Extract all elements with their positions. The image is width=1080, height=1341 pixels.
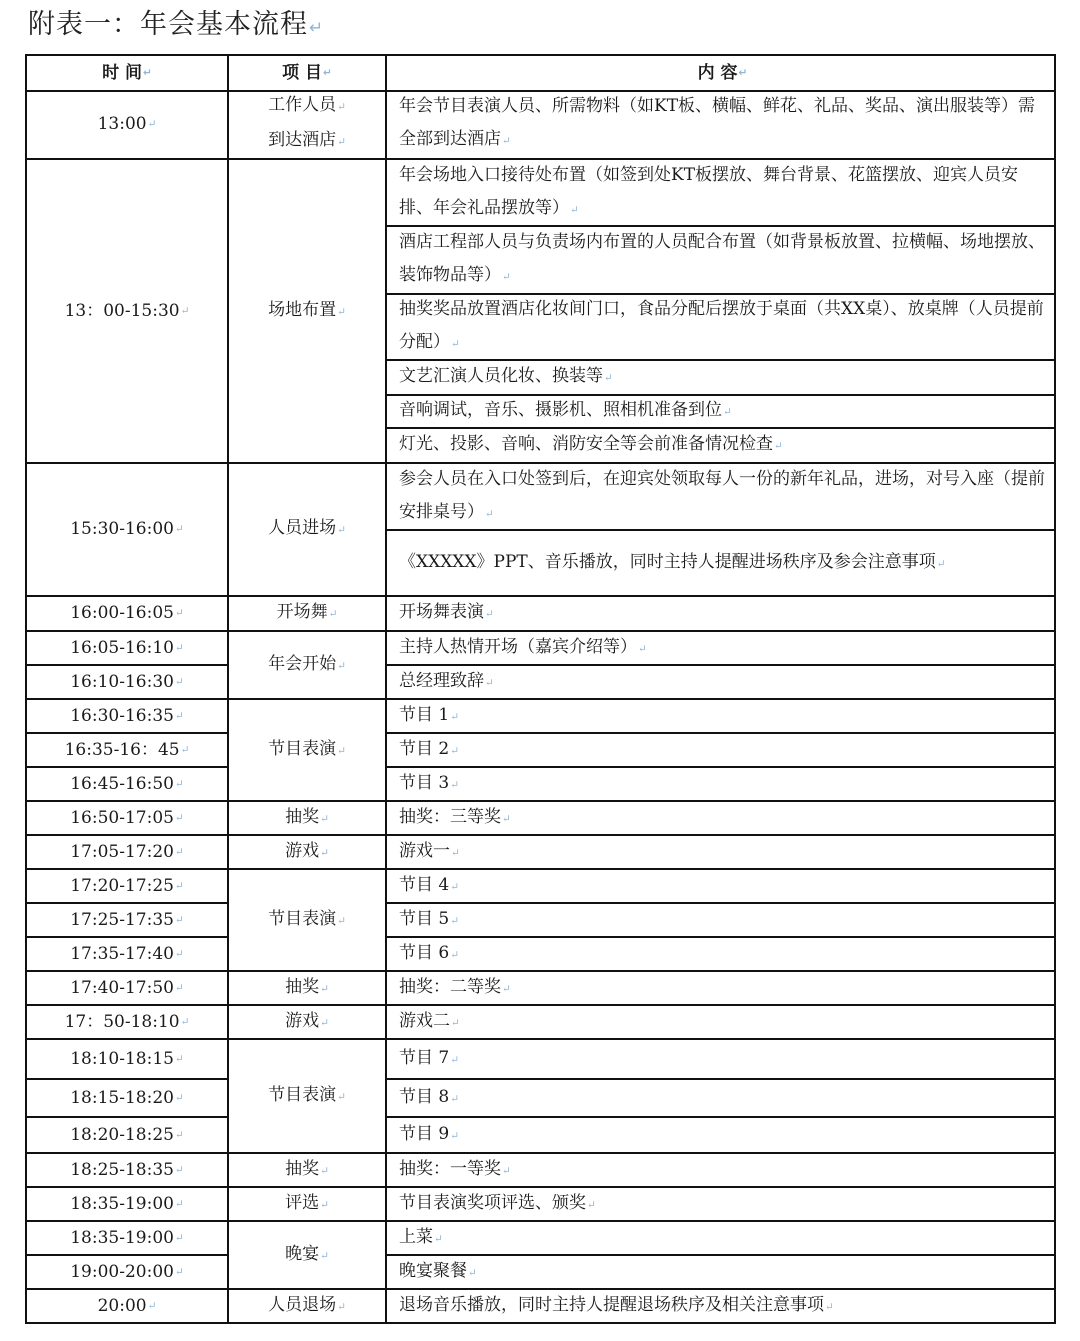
paragraph-mark-icon: ↵ (337, 305, 346, 318)
time-label: 17:35-17:40 (70, 943, 174, 964)
paragraph-mark-icon: ↵ (320, 1016, 329, 1029)
paragraph-mark-icon: ↵ (174, 1197, 184, 1210)
paragraph-mark-icon: ↵ (450, 1092, 460, 1105)
paragraph-mark-icon: ↵ (587, 1198, 596, 1211)
paragraph-mark-icon: ↵ (451, 1016, 460, 1029)
item-label: 抽奖 (285, 806, 320, 827)
content-cell (387, 1256, 1056, 1290)
time-label: 17:40-17:50 (70, 977, 174, 998)
content-cell (387, 870, 1056, 904)
paragraph-mark-icon: ↵ (450, 914, 460, 927)
time-label: 18:20-18:25 (70, 1124, 174, 1145)
header-time: 时 间 ↵ (27, 56, 229, 92)
paragraph-mark-icon: ↵ (320, 1249, 329, 1262)
item-cell (229, 160, 387, 464)
content-cell (387, 396, 1056, 429)
paragraph-mark-icon: ↵ (174, 947, 184, 960)
item-label: 节目表演 (268, 738, 337, 759)
item-cell (229, 632, 387, 700)
time-label: 18:10-18:15 (70, 1048, 174, 1069)
content-text: 节目 7 (399, 1047, 450, 1068)
content-cell (387, 1040, 1056, 1080)
item-cell (229, 1290, 387, 1322)
paragraph-mark-icon: ↵ (502, 271, 511, 283)
time-cell (27, 870, 229, 904)
time-label: 16:00-16:05 (70, 603, 174, 623)
paragraph-mark-icon: ↵ (468, 1266, 477, 1279)
paragraph-mark-icon: ↵ (723, 406, 732, 418)
item-cell (229, 90, 387, 160)
time-cell (27, 1040, 229, 1080)
content-text: 节目 1 (399, 704, 450, 725)
time-cell (27, 464, 229, 597)
paragraph-mark-icon: ↵ (147, 117, 157, 130)
content-text: 节目 4 (399, 874, 450, 895)
content-cell (387, 227, 1056, 295)
content-text: 主持人热情开场（嘉宾介绍等） (399, 636, 637, 657)
content-cell (387, 464, 1056, 531)
content-cell (387, 700, 1056, 734)
time-cell (27, 90, 229, 160)
paragraph-mark-icon: ↵ (174, 777, 184, 790)
time-cell (27, 666, 229, 700)
time-cell (27, 1080, 229, 1118)
content-cell (387, 802, 1056, 836)
content-cell (387, 160, 1056, 227)
time-label: 18:15-18:20 (70, 1087, 174, 1108)
content-text: 游戏一 (399, 840, 450, 861)
paragraph-mark-icon: ↵ (174, 607, 184, 619)
time-label: 18:35-19:00 (70, 1193, 174, 1214)
paragraph-mark-icon: ↵ (502, 982, 511, 995)
content-text: 晚宴聚餐 (399, 1260, 467, 1281)
content-cell (387, 972, 1056, 1006)
paragraph-mark-icon: ↵ (451, 338, 460, 350)
item-label: 开场舞 (276, 602, 328, 622)
content-text: 酒店工程部人员与负责场内布置的人员配合布置（如背景板放置、拉横幅、场地摆放、装饰物品等） (399, 232, 1045, 285)
item-label: 评选 (285, 1192, 320, 1213)
paragraph-mark-icon: ↵ (570, 203, 579, 216)
paragraph-mark-icon: ↵ (174, 811, 184, 824)
paragraph-mark-icon: ↵ (638, 642, 647, 655)
content-text: 节目 6 (399, 942, 450, 963)
time-label: 16:30-16:35 (70, 705, 174, 726)
paragraph-mark-icon: ↵ (320, 1164, 329, 1177)
time-cell (27, 734, 229, 768)
paragraph-mark-icon: ↵ (337, 101, 346, 113)
content-cell (387, 1154, 1056, 1188)
content-text: 节目 5 (399, 908, 450, 929)
time-label: 13：00-15:30 (64, 300, 180, 321)
paragraph-mark-icon: ↵ (450, 880, 460, 893)
content-cell (387, 666, 1056, 700)
paragraph-mark-icon: ↵ (738, 66, 748, 79)
paragraph-mark-icon: ↵ (502, 135, 511, 147)
content-text: 音响调试，音乐、摄影机、照相机准备到位 (399, 400, 722, 420)
paragraph-mark-icon: ↵ (450, 1053, 460, 1066)
content-text: 参会人员在入口处签到后，在迎宾处领取每人一份的新年礼品，进场，对号入座（提前安排桌号） (399, 468, 1045, 522)
item-cell (229, 464, 387, 597)
paragraph-mark-icon: ↵ (147, 1299, 157, 1312)
time-cell (27, 972, 229, 1006)
content-cell (387, 295, 1056, 361)
paragraph-mark-icon: ↵ (450, 744, 460, 757)
content-text: 游戏二 (399, 1010, 450, 1031)
paragraph-mark-icon: ↵ (450, 710, 460, 723)
time-cell (27, 700, 229, 734)
item-label: 节目表演 (268, 908, 337, 929)
paragraph-mark-icon: ↵ (174, 1163, 184, 1176)
paragraph-mark-icon: ↵ (180, 304, 190, 317)
content-text: 文艺汇演人员化妆、换装等 (399, 366, 603, 386)
time-label: 16:50-17:05 (70, 807, 174, 828)
content-cell (387, 1006, 1056, 1040)
time-label: 15:30-16:00 (70, 519, 174, 539)
paragraph-mark-icon: ↵ (485, 676, 494, 689)
paragraph-mark-icon: ↵ (450, 1129, 460, 1142)
content-cell (387, 361, 1056, 396)
time-label: 18:25-18:35 (70, 1159, 174, 1180)
content-cell (387, 1118, 1056, 1154)
paragraph-mark-icon: ↵ (174, 1052, 184, 1065)
time-cell (27, 938, 229, 972)
time-cell (27, 836, 229, 870)
item-label: 年会开始 (268, 653, 337, 674)
item-cell (229, 1188, 387, 1222)
paragraph-mark-icon: ↵ (320, 812, 329, 825)
content-text: 抽奖奖品放置酒店化妆间门口，食品分配后摆放于桌面（共XX桌）、放桌牌（人员提前分配） (399, 299, 1044, 352)
item-label: 人员退场 (268, 1294, 337, 1315)
item-label: 晚宴 (285, 1243, 320, 1264)
time-cell (27, 768, 229, 802)
content-cell (387, 1188, 1056, 1222)
page-title: 附表一：年会基本流程↵ (28, 9, 325, 40)
content-cell (387, 1290, 1056, 1322)
paragraph-mark-icon: ↵ (180, 1015, 190, 1028)
item-label: 节目表演 (268, 1084, 337, 1105)
paragraph-mark-icon: ↵ (451, 846, 460, 859)
content-cell (387, 1080, 1056, 1118)
time-cell (27, 1256, 229, 1290)
item-cell (229, 870, 387, 972)
paragraph-mark-icon: ↵ (320, 846, 329, 859)
item-label: 到达酒店 (268, 130, 337, 150)
content-cell (387, 734, 1056, 768)
paragraph-mark-icon: ↵ (337, 1090, 346, 1103)
paragraph-mark-icon: ↵ (337, 1300, 346, 1313)
content-text: 总经理致辞 (399, 670, 484, 691)
time-cell (27, 160, 229, 464)
time-cell (27, 1154, 229, 1188)
schedule-table (25, 54, 1056, 1324)
content-cell (387, 597, 1056, 632)
item-cell (229, 1222, 387, 1290)
paragraph-mark-icon: ↵ (774, 440, 783, 452)
time-label: 16:10-16:30 (70, 671, 174, 692)
content-text: 灯光、投影、音响、消防安全等会前准备情况检查 (399, 434, 773, 454)
content-text: 《XXXXX》PPT、音乐播放，同时主持人提醒进场秩序及参会注意事项 (399, 551, 936, 572)
paragraph-mark-icon: ↵ (450, 778, 460, 791)
header-item: 项 目 ↵ (229, 56, 387, 92)
paragraph-mark-icon: ↵ (174, 879, 184, 892)
paragraph-mark-icon: ↵ (174, 641, 184, 654)
paragraph-mark-icon: ↵ (337, 914, 346, 927)
content-cell (387, 904, 1056, 938)
header-content: 内 容 ↵ (387, 56, 1056, 92)
content-cell (387, 90, 1056, 160)
paragraph-mark-icon: ↵ (337, 744, 346, 757)
content-text: 上菜 (399, 1226, 433, 1247)
time-label: 17:05-17:20 (70, 841, 174, 862)
item-label: 工作人员 (268, 95, 337, 115)
paragraph-mark-icon: ↵ (320, 982, 329, 995)
paragraph-mark-icon: ↵ (174, 845, 184, 858)
time-label: 18:35-19:00 (70, 1227, 174, 1248)
item-cell (229, 1006, 387, 1040)
time-label: 16:05-16:10 (70, 637, 174, 658)
content-cell (387, 1222, 1056, 1256)
paragraph-mark-icon: ↵ (485, 507, 494, 520)
content-text: 抽奖：三等奖 (399, 806, 501, 827)
paragraph-mark-icon: ↵ (174, 1128, 184, 1141)
paragraph-mark-icon: ↵ (485, 608, 494, 620)
paragraph-mark-icon: ↵ (502, 1164, 511, 1177)
content-text: 节目表演奖项评选、颁奖 (399, 1192, 586, 1213)
time-cell (27, 632, 229, 666)
paragraph-mark-icon: ↵ (337, 659, 346, 672)
item-cell (229, 1154, 387, 1188)
time-cell (27, 597, 229, 632)
content-text: 节目 9 (399, 1123, 450, 1144)
time-cell (27, 904, 229, 938)
paragraph-mark-icon: ↵ (936, 557, 946, 570)
item-cell (229, 802, 387, 836)
paragraph-mark-icon: ↵ (337, 136, 346, 148)
time-cell (27, 1222, 229, 1256)
paragraph-mark-icon: ↵ (174, 913, 184, 926)
content-cell (387, 768, 1056, 802)
paragraph-mark-icon: ↵ (604, 372, 613, 384)
item-cell (229, 1040, 387, 1154)
content-text: 开场舞表演 (399, 602, 484, 622)
time-label: 13:00 (97, 113, 147, 134)
content-text: 节目 2 (399, 738, 450, 759)
content-cell (387, 531, 1056, 597)
paragraph-mark-icon: ↵ (174, 981, 184, 994)
paragraph-mark-icon: ↵ (174, 1091, 184, 1104)
item-label: 游戏 (285, 840, 320, 861)
content-text: 退场音乐播放，同时主持人提醒退场秩序及相关注意事项 (399, 1294, 824, 1315)
item-cell (229, 972, 387, 1006)
time-label: 17:25-17:35 (70, 909, 174, 930)
content-text: 抽奖：一等奖 (399, 1158, 501, 1179)
content-text: 年会节目表演人员、所需物料（如KT板、横幅、鲜花、礼品、奖品、演出服装等）需全部到达酒店 (399, 96, 1036, 149)
item-label: 人员进场 (268, 518, 337, 538)
paragraph-mark-icon: ↵ (174, 675, 184, 688)
time-cell (27, 802, 229, 836)
content-text: 节目 3 (399, 772, 450, 793)
paragraph-mark-icon: ↵ (174, 1265, 184, 1278)
time-cell (27, 1290, 229, 1322)
content-cell (387, 429, 1056, 464)
paragraph-mark-icon: ↵ (328, 608, 338, 620)
time-cell (27, 1118, 229, 1154)
paragraph-mark-icon: ↵ (174, 709, 184, 722)
paragraph-mark-icon: ↵ (174, 523, 184, 535)
content-cell (387, 836, 1056, 870)
paragraph-mark-icon: ↵ (825, 1300, 834, 1313)
paragraph-mark-icon: ↵ (337, 524, 346, 536)
content-cell (387, 938, 1056, 972)
paragraph-mark-icon: ↵ (434, 1232, 443, 1245)
content-cell (387, 632, 1056, 666)
item-label: 场地布置 (268, 299, 337, 320)
time-label: 16:45-16:50 (70, 773, 174, 794)
item-label: 抽奖 (285, 976, 320, 997)
time-label: 17：50-18:10 (64, 1011, 180, 1032)
paragraph-mark-icon: ↵ (180, 743, 190, 756)
item-cell (229, 836, 387, 870)
content-text: 抽奖：二等奖 (399, 976, 501, 997)
content-text: 年会场地入口接待处布置（如签到处KT板摆放、舞台背景、花篮摆放、迎宾人员安排、年会礼品摆放等） (399, 164, 1019, 218)
time-cell (27, 1006, 229, 1040)
content-text: 节目 8 (399, 1086, 450, 1107)
paragraph-mark-icon: ↵ (502, 812, 511, 825)
paragraph-mark-icon: ↵ (143, 66, 152, 79)
paragraph-mark-icon: ↵ (450, 948, 460, 961)
time-label: 20:00 (97, 1295, 147, 1316)
paragraph-mark-icon: ↵ (320, 1198, 329, 1211)
item-cell (229, 700, 387, 802)
item-cell (229, 597, 387, 632)
time-cell (27, 1188, 229, 1222)
time-label: 16:35-16：45 (64, 739, 180, 760)
paragraph-mark-icon: ↵ (309, 17, 325, 37)
time-label: 19:00-20:00 (70, 1261, 174, 1282)
item-label: 游戏 (285, 1010, 320, 1031)
item-label: 抽奖 (285, 1158, 320, 1179)
time-label: 17:20-17:25 (70, 875, 174, 896)
paragraph-mark-icon: ↵ (174, 1231, 184, 1244)
paragraph-mark-icon: ↵ (323, 66, 332, 79)
